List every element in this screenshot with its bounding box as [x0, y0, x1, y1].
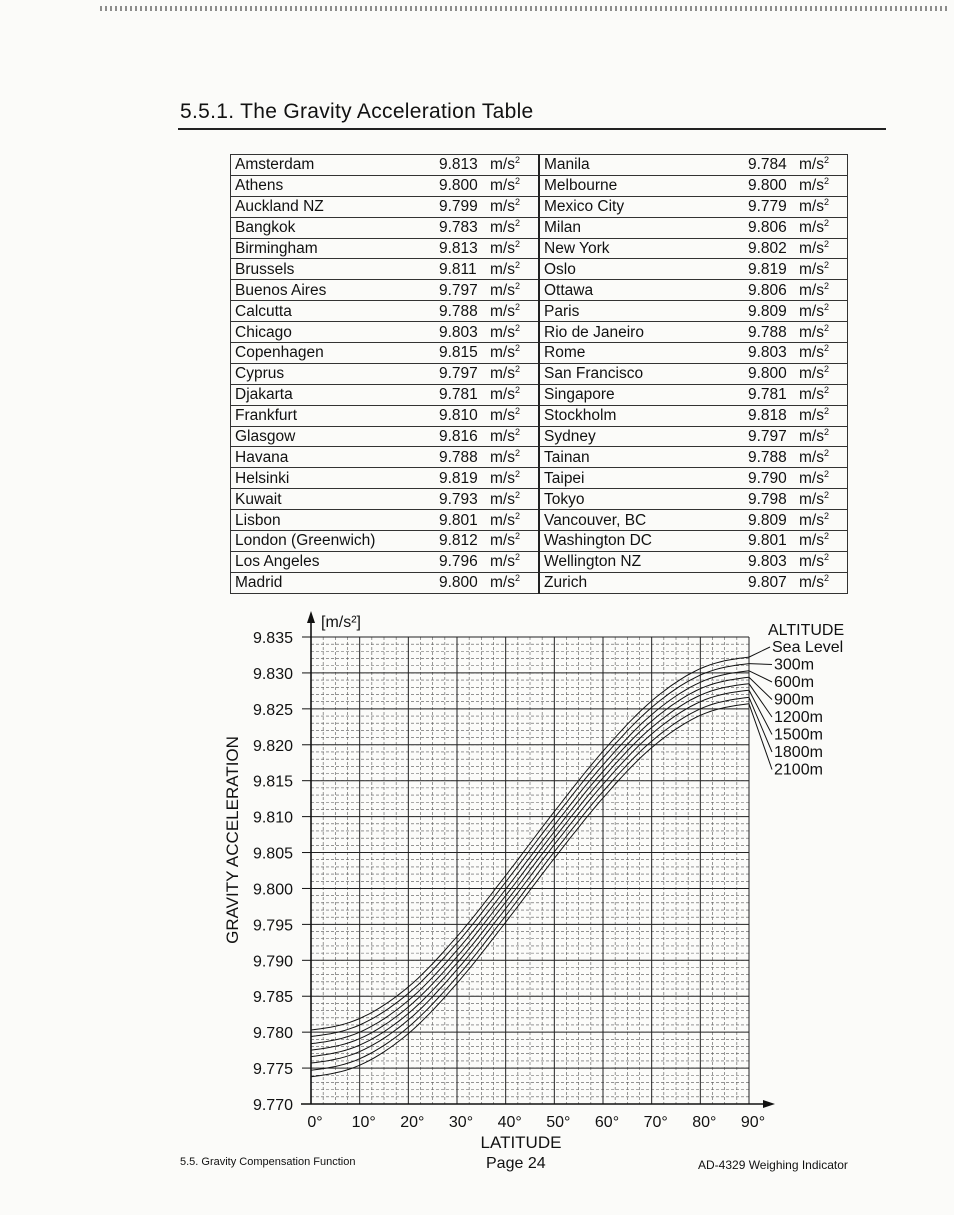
- y-axis-unit: [m/s²]: [321, 614, 361, 631]
- city-name: Paris: [539, 301, 744, 322]
- unit-exponent: 2: [823, 364, 829, 375]
- unit-exponent: 2: [514, 552, 520, 563]
- unit-base: m/s: [799, 490, 824, 508]
- unit-base: m/s: [490, 302, 515, 320]
- city-name: Athens: [231, 175, 436, 196]
- gravity-value: 9.781: [435, 384, 490, 405]
- unit-exponent: 2: [514, 385, 520, 396]
- gravity-value: 9.815: [435, 343, 490, 364]
- y-tick-label: 9.795: [252, 917, 293, 935]
- y-tick-label: 9.785: [252, 989, 293, 1007]
- city-name: Stockholm: [539, 405, 744, 426]
- city-name: Washington DC: [539, 531, 744, 552]
- unit-exponent: 2: [823, 552, 829, 563]
- city-name: Taipei: [539, 468, 744, 489]
- unit-exponent: 2: [514, 573, 520, 584]
- unit-base: m/s: [490, 490, 515, 508]
- unit-base: m/s: [799, 156, 824, 174]
- city-name: Brussels: [231, 259, 436, 280]
- unit-exponent: 2: [823, 510, 829, 521]
- unit-base: m/s: [490, 469, 515, 487]
- city-name: Manila: [539, 155, 744, 176]
- x-tick-label: 20°: [400, 1114, 425, 1131]
- unit-base: m/s: [490, 177, 515, 195]
- y-tick-label: 9.810: [252, 809, 293, 827]
- city-name: Helsinki: [231, 468, 436, 489]
- unit-base: m/s: [799, 532, 824, 550]
- legend-leader: [749, 664, 772, 665]
- unit-base: m/s: [490, 511, 515, 529]
- gravity-value: 9.788: [744, 447, 799, 468]
- unit-exponent: 2: [514, 322, 520, 333]
- unit-exponent: 2: [514, 447, 520, 458]
- unit-exponent: 2: [514, 364, 520, 375]
- section-number: 5.5.1.: [180, 100, 235, 123]
- city-name: Kuwait: [231, 489, 436, 510]
- gravity-value: 9.800: [744, 363, 799, 384]
- gravity-value: 9.803: [744, 343, 799, 364]
- city-name: Frankfurt: [231, 405, 436, 426]
- unit-base: m/s: [799, 177, 824, 195]
- unit-base: m/s: [490, 260, 515, 278]
- legend-entry: 900m: [774, 691, 815, 709]
- city-name: Ottawa: [539, 280, 744, 301]
- y-tick-label: 9.780: [252, 1025, 293, 1043]
- y-tick-label: 9.790: [252, 953, 293, 971]
- x-tick-label: 80°: [692, 1114, 717, 1131]
- unit-base: m/s: [490, 156, 515, 174]
- legend-entry: 1200m: [774, 709, 823, 726]
- x-tick-label: 90°: [740, 1114, 766, 1131]
- unit-exponent: 2: [514, 217, 520, 228]
- unit-base: m/s: [490, 240, 515, 257]
- unit-base: m/s: [490, 532, 515, 550]
- gravity-value: 9.809: [744, 510, 799, 531]
- gravity-value: 9.788: [435, 447, 490, 468]
- city-name: Havana: [231, 447, 436, 468]
- gravity-value: 9.807: [744, 572, 799, 593]
- unit-exponent: 2: [823, 238, 829, 249]
- unit-base: m/s: [799, 553, 824, 571]
- unit-exponent: 2: [823, 468, 829, 479]
- y-tick-label: 9.835: [252, 630, 293, 647]
- unit-exponent: 2: [514, 489, 520, 500]
- unit-exponent: 2: [514, 405, 520, 416]
- x-tick-label: 40°: [497, 1114, 522, 1131]
- unit-exponent: 2: [514, 238, 520, 249]
- unit-base: m/s: [799, 448, 824, 466]
- unit-base: m/s: [490, 365, 515, 383]
- legend-entry: 300m: [774, 656, 815, 674]
- unit-base: m/s: [490, 281, 515, 299]
- footer-page-number: Page 24: [486, 1155, 546, 1172]
- city-name: Amsterdam: [231, 155, 436, 176]
- gravity-value: 9.781: [744, 384, 799, 405]
- gravity-value: 9.800: [435, 572, 490, 593]
- gravity-value: 9.806: [744, 217, 799, 238]
- unit-base: m/s: [490, 428, 515, 446]
- legend-entry: 2100m: [774, 761, 823, 779]
- city-name: San Francisco: [539, 363, 744, 384]
- city-name: Auckland NZ: [231, 196, 436, 217]
- unit-base: m/s: [799, 219, 824, 237]
- city-name: Mexico City: [539, 196, 744, 217]
- city-name: Cyprus: [231, 363, 436, 384]
- gravity-value: 9.788: [744, 322, 799, 343]
- gravity-value: 9.813: [435, 155, 490, 176]
- legend-entry: Sea Level: [772, 639, 844, 656]
- city-name: Copenhagen: [231, 343, 436, 364]
- y-tick-label: 9.815: [252, 773, 293, 791]
- gravity-value: 9.809: [744, 301, 799, 322]
- unit-exponent: 2: [514, 510, 520, 521]
- city-name: Lisbon: [231, 510, 436, 531]
- gravity-value: 9.810: [435, 405, 490, 426]
- unit-exponent: 2: [514, 301, 520, 312]
- y-tick-label: 9.805: [252, 845, 293, 863]
- unit-exponent: 2: [514, 280, 520, 291]
- legend-leader: [749, 697, 772, 752]
- unit-base: m/s: [490, 344, 515, 362]
- city-name: Madrid: [231, 572, 436, 593]
- gravity-value: 9.816: [435, 426, 490, 447]
- unit-base: m/s: [799, 407, 824, 425]
- y-tick-label: 9.830: [252, 665, 293, 683]
- y-tick-label: 9.825: [252, 701, 293, 719]
- unit-base: m/s: [799, 511, 824, 529]
- gravity-value: 9.802: [744, 238, 799, 259]
- legend-leader: [749, 704, 772, 770]
- unit-exponent: 2: [823, 385, 829, 396]
- y-axis-arrow: [307, 611, 315, 623]
- unit-exponent: 2: [514, 468, 520, 479]
- footer-section-label: 5.5. Gravity Compensation Function: [180, 1156, 356, 1168]
- gravity-value: 9.797: [744, 426, 799, 447]
- legend-entry: 1800m: [774, 744, 823, 761]
- y-tick-label: 9.770: [252, 1097, 293, 1114]
- gravity-value: 9.800: [744, 175, 799, 196]
- city-name: Vancouver, BC: [539, 510, 744, 531]
- unit-exponent: 2: [823, 405, 829, 416]
- unit-base: m/s: [799, 344, 824, 362]
- unit-exponent: 2: [823, 573, 829, 584]
- gravity-value: 9.799: [435, 196, 490, 217]
- city-name: Chicago: [231, 322, 436, 343]
- city-name: Zurich: [539, 572, 744, 593]
- y-tick-label: 9.775: [252, 1061, 293, 1079]
- gravity-value: 9.800: [435, 175, 490, 196]
- gravity-value: 9.806: [744, 280, 799, 301]
- unit-exponent: 2: [823, 301, 829, 312]
- section-title: The Gravity Acceleration Table: [240, 100, 534, 123]
- unit-base: m/s: [799, 198, 824, 216]
- legend-leader: [749, 647, 770, 657]
- city-name: Rome: [539, 343, 744, 364]
- city-name: Buenos Aires: [231, 280, 436, 301]
- unit-base: m/s: [490, 198, 515, 216]
- city-name: Sydney: [539, 426, 744, 447]
- city-name: Djakarta: [231, 384, 436, 405]
- unit-exponent: 2: [823, 155, 829, 166]
- unit-base: m/s: [799, 469, 824, 487]
- city-name: Wellington NZ: [539, 551, 744, 572]
- unit-exponent: 2: [514, 197, 520, 208]
- y-axis-title: GRAVITY ACCELERATION: [223, 736, 242, 944]
- city-name: Bangkok: [231, 217, 436, 238]
- unit-exponent: 2: [823, 447, 829, 458]
- gravity-value: 9.790: [744, 468, 799, 489]
- gravity-value: 9.784: [744, 155, 799, 176]
- city-name: New York: [539, 238, 744, 259]
- unit-base: m/s: [799, 428, 824, 446]
- city-name: Melbourne: [539, 175, 744, 196]
- legend-entry: 1500m: [774, 726, 823, 744]
- unit-exponent: 2: [823, 489, 829, 500]
- unit-exponent: 2: [823, 280, 829, 291]
- unit-base: m/s: [799, 574, 824, 592]
- gravity-value: 9.801: [435, 510, 490, 531]
- gravity-value: 9.798: [744, 489, 799, 510]
- unit-base: m/s: [799, 323, 824, 341]
- unit-exponent: 2: [514, 176, 520, 187]
- x-tick-label: 30°: [448, 1114, 474, 1131]
- gravity-value: 9.819: [744, 259, 799, 280]
- unit-base: m/s: [799, 365, 824, 383]
- gravity-value: 9.818: [744, 405, 799, 426]
- unit-base: m/s: [490, 553, 515, 571]
- unit-base: m/s: [799, 302, 824, 320]
- footer-product-name: AD-4329 Weighing Indicator: [698, 1158, 848, 1172]
- x-tick-label: 10°: [351, 1114, 376, 1131]
- y-tick-label: 9.820: [252, 737, 293, 755]
- y-tick-label: 9.800: [252, 881, 293, 899]
- gravity-value: 9.803: [744, 551, 799, 572]
- x-axis-title: LATITUDE: [480, 1133, 562, 1152]
- x-tick-label: 50°: [546, 1114, 571, 1131]
- unit-exponent: 2: [823, 197, 829, 208]
- gravity-value: 9.801: [744, 531, 799, 552]
- unit-base: m/s: [490, 574, 515, 592]
- legend-entry: 600m: [774, 674, 815, 691]
- city-name: Oslo: [539, 259, 744, 280]
- gravity-value: 9.797: [435, 363, 490, 384]
- x-tick-label: 60°: [594, 1114, 620, 1131]
- city-name: Singapore: [539, 384, 744, 405]
- gravity-value: 9.797: [435, 280, 490, 301]
- unit-exponent: 2: [823, 343, 829, 354]
- city-name: Glasgow: [231, 426, 436, 447]
- unit-exponent: 2: [823, 217, 829, 228]
- gravity-value: 9.812: [435, 531, 490, 552]
- unit-exponent: 2: [823, 322, 829, 333]
- unit-exponent: 2: [823, 426, 829, 437]
- city-name: Calcutta: [231, 301, 436, 322]
- unit-exponent: 2: [514, 343, 520, 354]
- gravity-value: 9.793: [435, 489, 490, 510]
- city-name: Tainan: [539, 447, 744, 468]
- legend-title: ALTITUDE: [768, 622, 845, 639]
- unit-exponent: 2: [514, 155, 520, 166]
- unit-exponent: 2: [823, 259, 829, 270]
- unit-exponent: 2: [823, 531, 829, 542]
- unit-base: m/s: [490, 386, 515, 404]
- gravity-value: 9.819: [435, 468, 490, 489]
- gravity-value: 9.796: [435, 551, 490, 572]
- gravity-value: 9.811: [435, 259, 490, 280]
- city-name: Birmingham: [231, 238, 436, 259]
- gravity-value: 9.788: [435, 301, 490, 322]
- unit-base: m/s: [799, 260, 824, 278]
- unit-base: m/s: [490, 407, 515, 425]
- city-name: Los Angeles: [231, 551, 436, 572]
- gravity-value: 9.779: [744, 196, 799, 217]
- unit-base: m/s: [799, 281, 824, 299]
- x-axis-arrow: [763, 1100, 775, 1108]
- unit-base: m/s: [490, 219, 515, 237]
- unit-base: m/s: [490, 448, 515, 466]
- city-name: Rio de Janeiro: [539, 322, 744, 343]
- city-name: London (Greenwich): [231, 531, 436, 552]
- x-tick-label: 0°: [307, 1114, 323, 1131]
- unit-exponent: 2: [514, 426, 520, 437]
- city-name: Tokyo: [539, 489, 744, 510]
- gravity-value: 9.783: [435, 217, 490, 238]
- unit-base: m/s: [799, 240, 824, 257]
- unit-base: m/s: [799, 386, 824, 404]
- gravity-value: 9.813: [435, 238, 490, 259]
- city-name: Milan: [539, 217, 744, 238]
- unit-base: m/s: [490, 323, 515, 341]
- unit-exponent: 2: [514, 531, 520, 542]
- gravity-value: 9.803: [435, 322, 490, 343]
- unit-exponent: 2: [823, 176, 829, 187]
- unit-exponent: 2: [514, 259, 520, 270]
- x-tick-label: 70°: [643, 1114, 668, 1131]
